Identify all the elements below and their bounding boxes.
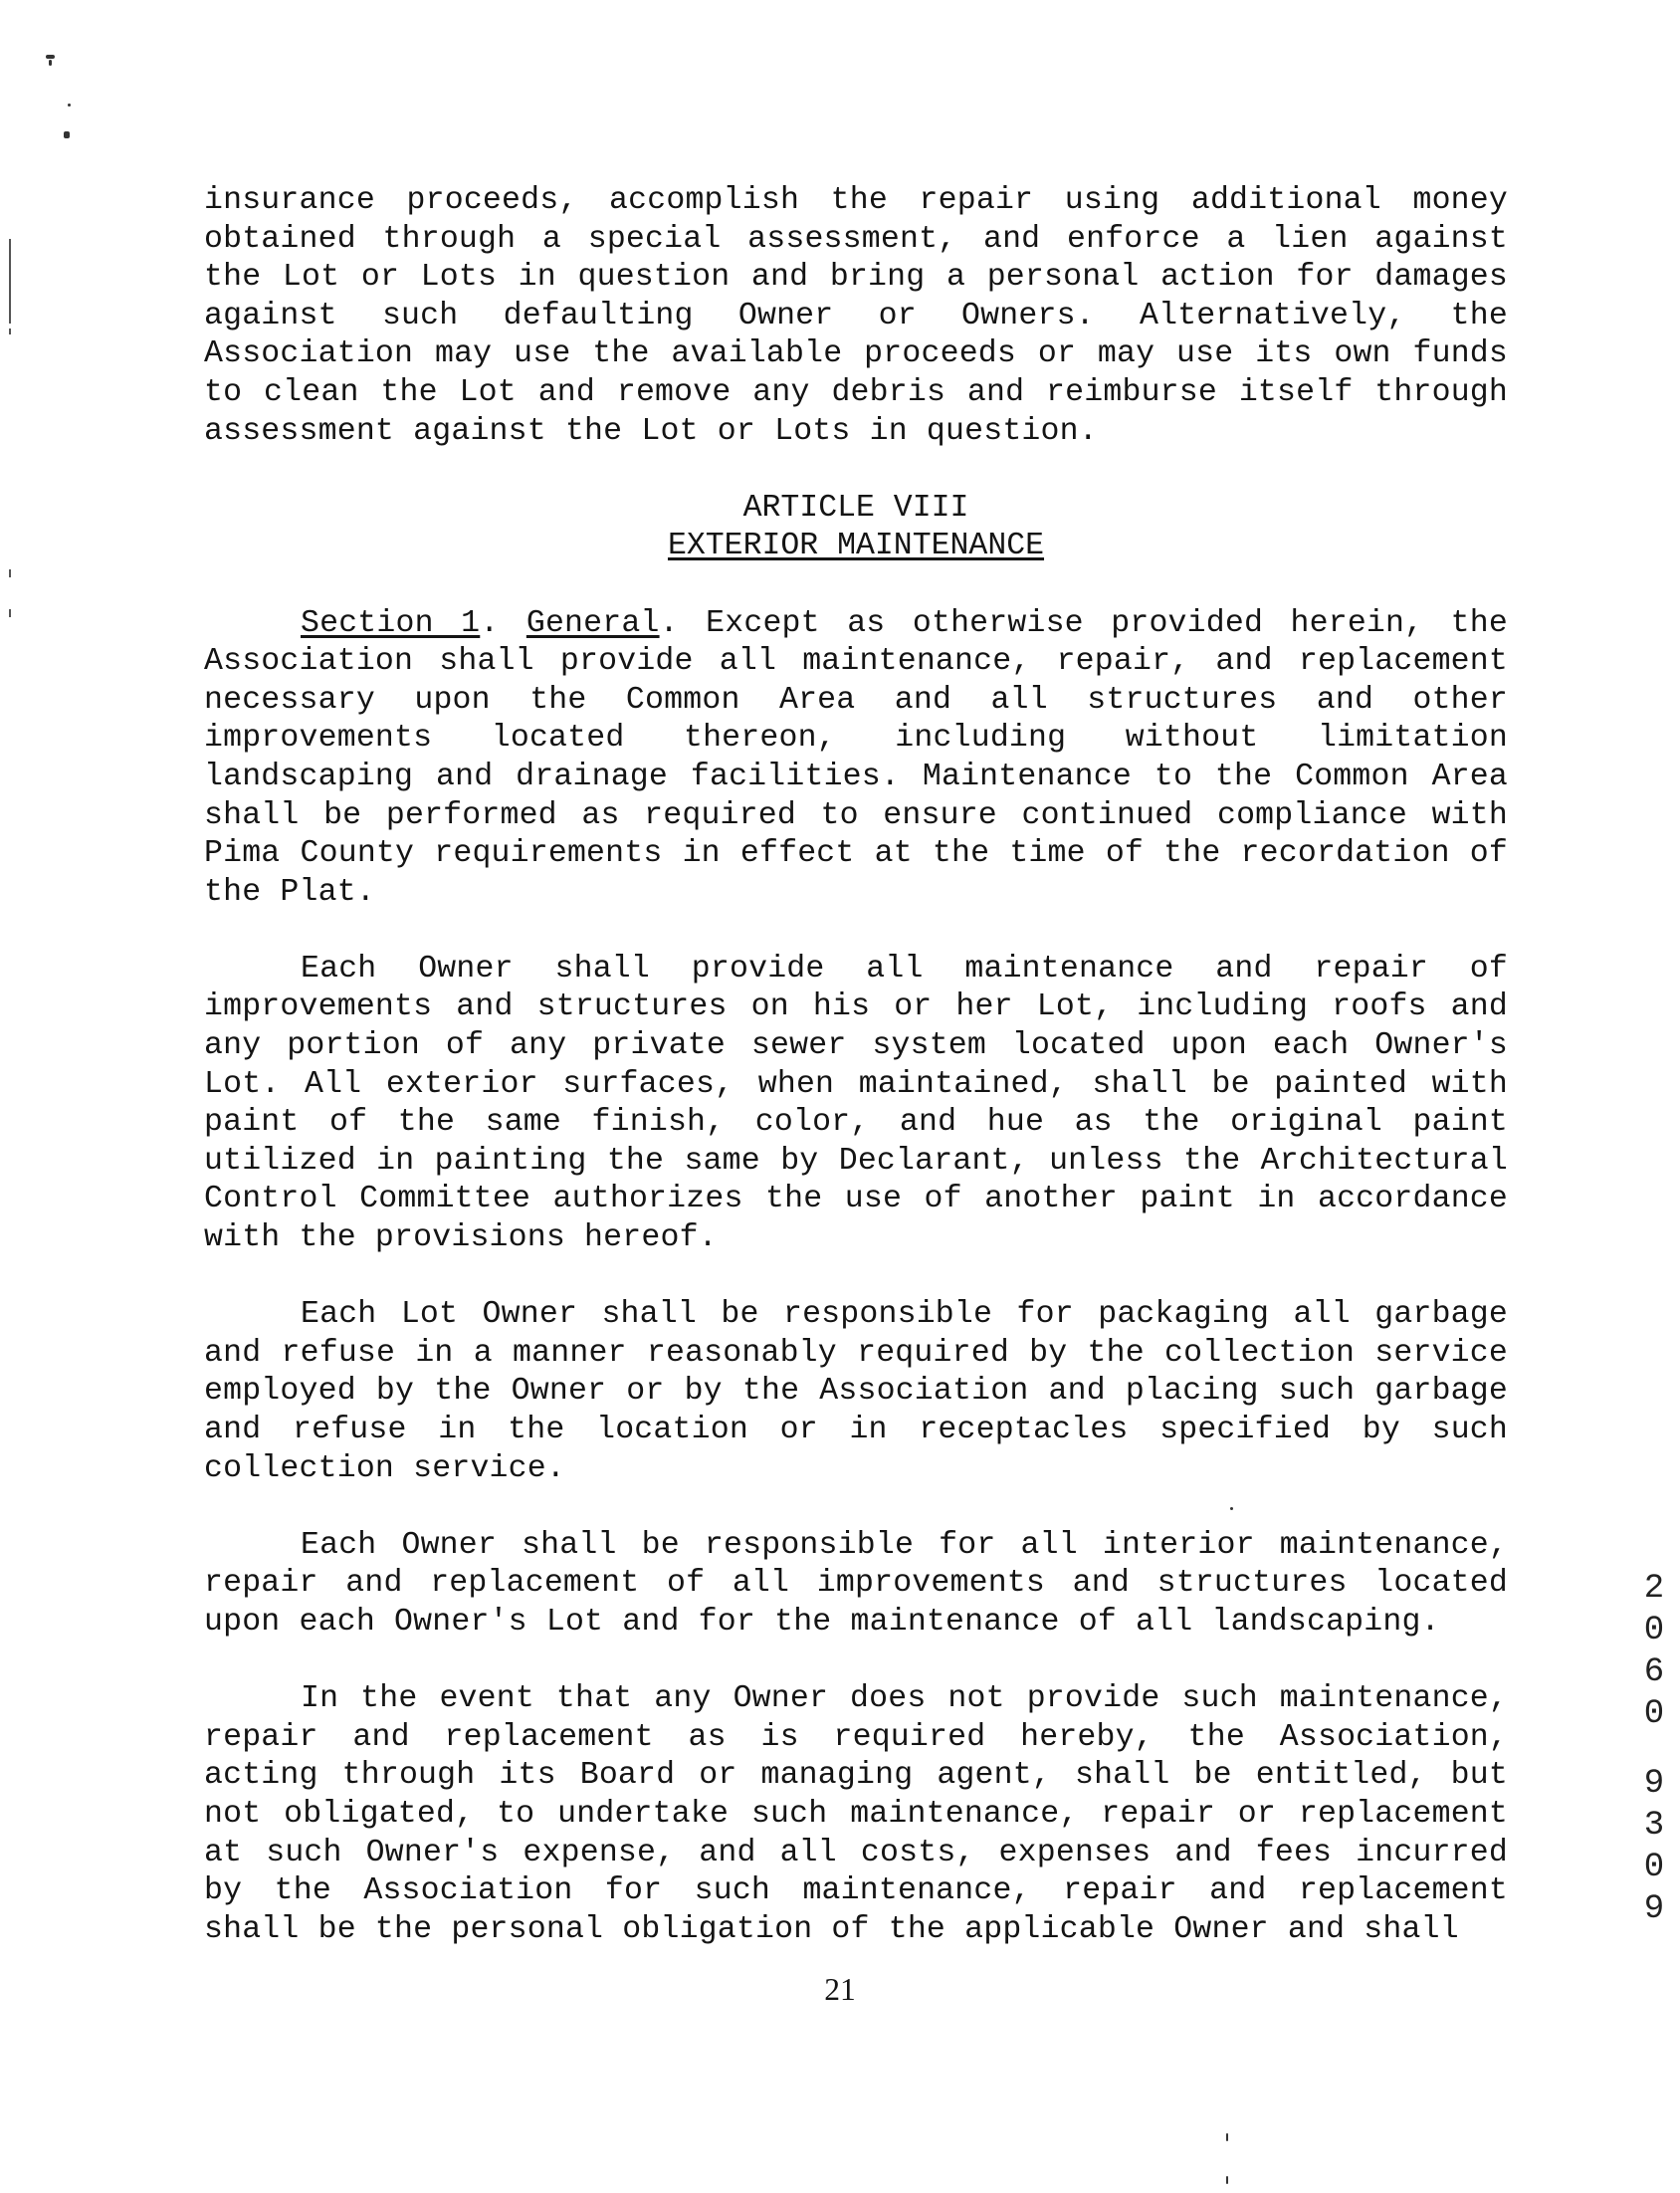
recording-digit: 3	[1643, 1807, 1665, 1845]
recording-digit: 0	[1643, 1612, 1665, 1649]
margin-tick-3	[9, 329, 11, 334]
section-1-text: Except as otherwise provided herein, the Association shall provide all maintenance, repair, and replacement necessary upon the Common Area and all structures and other improvements located thereon, including without limitation landscaping and drainage facilities. Maintenance to the Common Area shall be performed as required to ensure continued compliance with Pima County requirements in effect at the time of the recordation of the Plat.	[204, 605, 1508, 910]
scan-mark-bottom-2	[1226, 2176, 1228, 2184]
scan-mark-bottom-1	[1226, 2133, 1228, 2141]
paragraph-insurance-proceeds: insurance proceeds, accomplish the repair using additional money obtained through a special assessment, and enforce a lien against the Lot or Lots in question and bring a personal action for damages against such defaulting Owner or Owners. Alternatively, the Association may use the available proceeds or may use its own funds to clean the Lot and remove any debris and reimburse itself through assessment against the Lot or Lots in question.	[204, 183, 1508, 449]
margin-bar-left	[9, 239, 11, 324]
paragraph-owner-repair: Each Owner shall provide all maintenance and repair of improvements and structures on his or her Lot, including roofs and any portion of any private sewer system located upon each Owner's Lot. All exterior surfaces, when maintained, shall be painted with paint of the same finish, color, and hue as the original paint utilized in painting the same by Declarant, unless the Architectural Control Committee authorizes the use of another paint in accordance with the provisions hereof.	[204, 951, 1508, 1256]
recording-digit: 2	[1643, 1570, 1665, 1608]
recording-digit: 0	[1643, 1695, 1665, 1733]
paragraph-gap	[204, 566, 1508, 605]
article-number: ARTICLE VIII	[742, 490, 969, 526]
scan-mark-left-dot	[68, 104, 71, 107]
scan-mark-top-left	[46, 55, 55, 59]
paragraph-garbage: Each Lot Owner shall be responsible for packaging all garbage and refuse in a manner reasonably required by the collection service employed by the Owner or by the Association and placing such garbage and refuse in the location or in receptacles specified by such collection service.	[204, 1297, 1508, 1486]
recording-digit: 9	[1643, 1765, 1665, 1803]
page-number: 21	[824, 1972, 856, 2007]
recording-digit: 0	[1643, 1849, 1665, 1886]
paragraph-gap	[204, 1258, 1508, 1297]
scan-mark-top-left-2	[49, 60, 52, 66]
section-1-separator: .	[480, 605, 526, 641]
paragraph-gap	[204, 912, 1508, 951]
paragraph-gap	[204, 1643, 1508, 1681]
scan-mark-left-3	[64, 131, 70, 138]
recording-digit: 9	[1643, 1890, 1665, 1928]
article-title-text: EXTERIOR MAINTENANCE	[667, 529, 1045, 564]
recording-digit: 6	[1643, 1653, 1665, 1691]
margin-tick-1	[9, 569, 11, 577]
paragraph-interior-maintenance: Each Owner shall be responsible for all interior maintenance, repair and replacement of all improvements and structures located upon each Owner's Lot and for the maintenance of all landscaping.	[204, 1527, 1508, 1640]
paragraph-gap	[204, 1488, 1508, 1527]
paragraph-gap	[204, 451, 1508, 490]
document-body	[204, 182, 1508, 1949]
section-1-label: Section 1	[301, 605, 481, 641]
section-1-general	[204, 605, 1508, 913]
margin-tick-2	[9, 609, 11, 617]
section-1-heading: General	[525, 605, 660, 641]
section-1-heading-end: .	[659, 605, 679, 641]
paragraph-owner-default: In the event that any Owner does not provide such maintenance, repair and replacement as is required hereby, the Association, acting through its Board or managing agent, shall be entitled, but not obligated, to undertake such maintenance, repair or replacement at such Owner's expense, and all costs, expenses and fees incurred by the Association for such maintenance, repair and replacement shall be the personal obligation of the applicable Owner and shall	[204, 1681, 1508, 1947]
recording-number-stamp	[1637, 1568, 1671, 1930]
article-title	[204, 528, 1508, 566]
